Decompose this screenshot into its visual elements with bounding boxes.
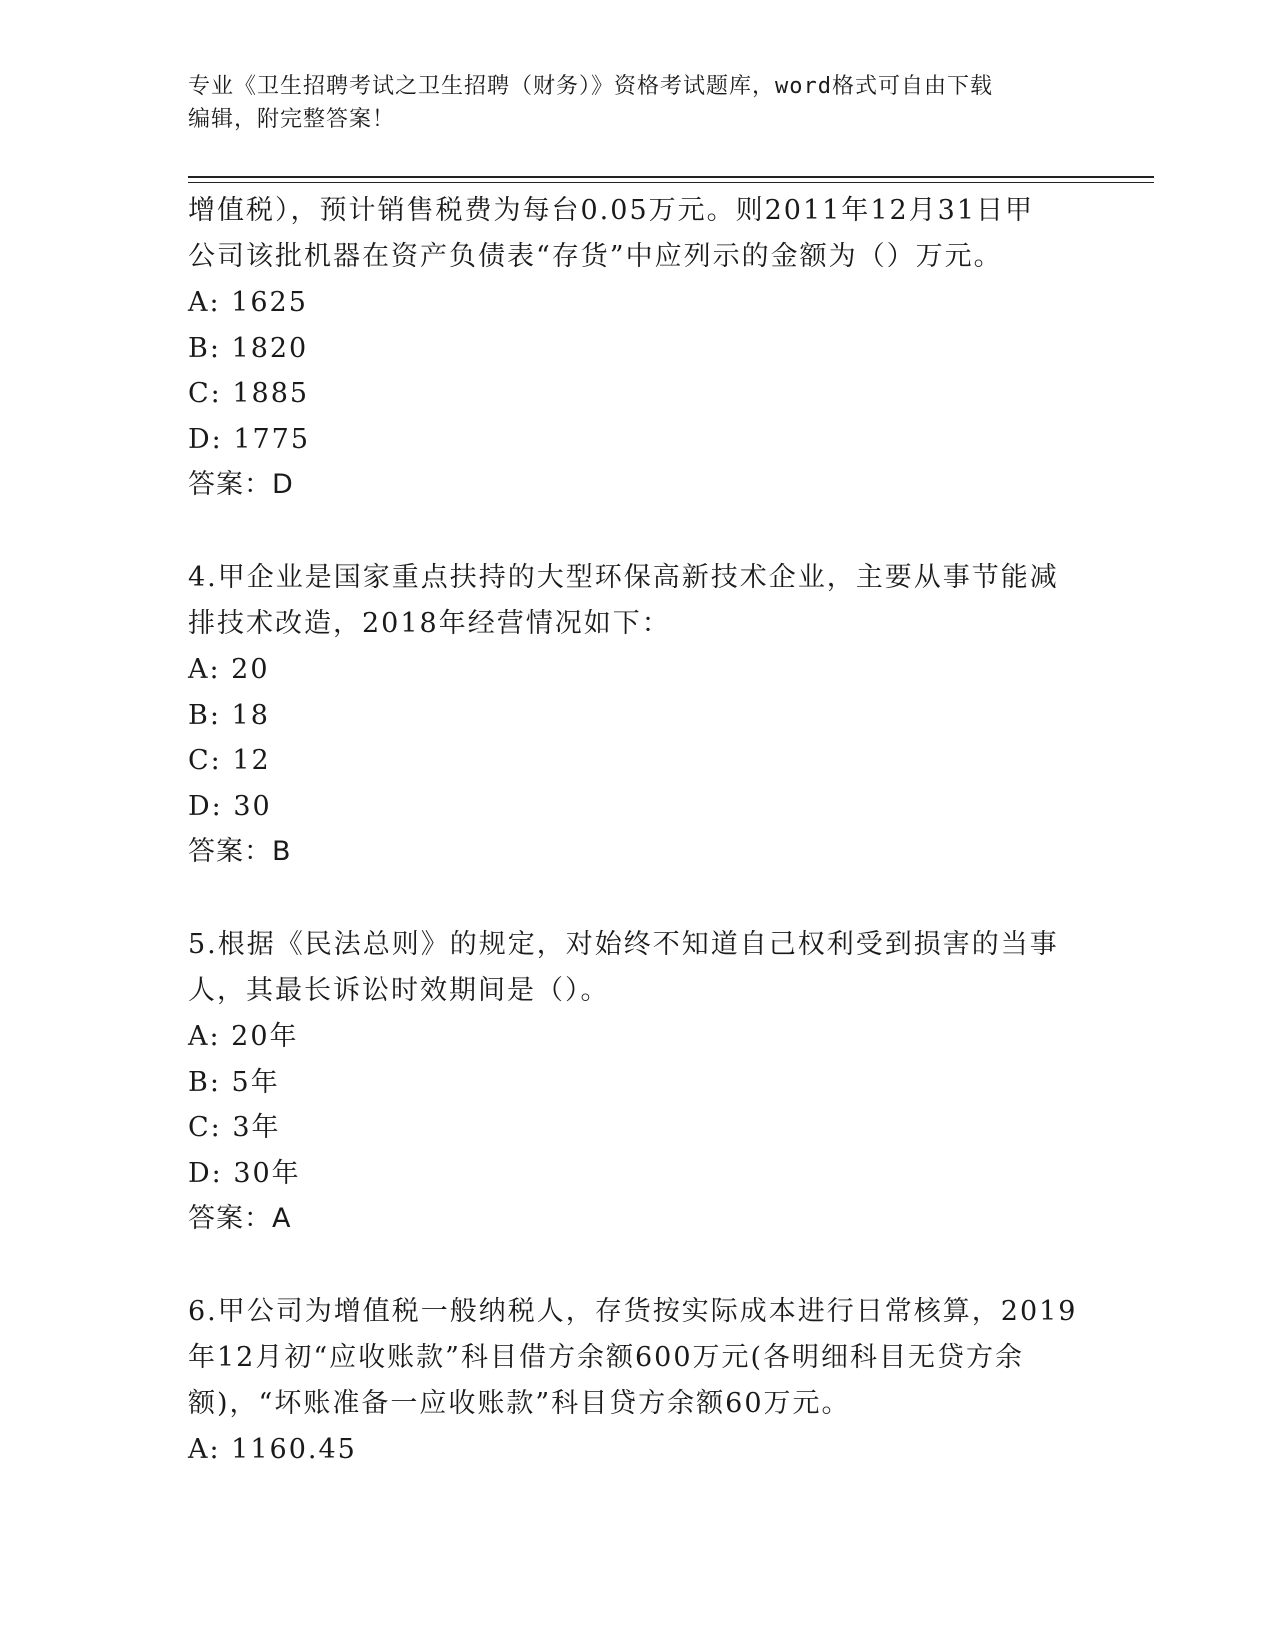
question-5	[188, 922, 1088, 1242]
header-line-2: 编辑，附完整答案！	[188, 107, 396, 132]
option-a: A: 1625	[188, 287, 308, 318]
option-d: D: 1775	[188, 423, 311, 455]
header-divider-thin	[188, 182, 1154, 183]
question-text-line: 增值税），预计销售税费为每台0.05万元。则2011年12月31日甲	[188, 195, 1035, 226]
question-text-line: 人，其最长诉讼时效期间是（）。	[188, 975, 610, 1006]
question-3	[188, 188, 1088, 508]
option-d: D: 30	[188, 790, 272, 822]
question-4	[188, 555, 1088, 875]
question-text-line: 4.甲企业是国家重点扶持的大型环保高新技术企业，主要从事节能减	[188, 562, 1059, 593]
question-text-line: 5.根据《民法总则》的规定，对始终不知道自己权利受到损害的当事	[188, 929, 1059, 960]
question-text-line: 公司该批机器在资产负债表“存货”中应列示的金额为（）万元。	[188, 241, 1003, 272]
header-line-1: 专业《卫生招聘考试之卫生招聘（财务）》资格考试题库，word格式可自由下载	[188, 74, 993, 99]
answer: 答案：D	[188, 469, 294, 500]
question-list	[188, 188, 1088, 1473]
option-b: B: 1820	[188, 332, 309, 364]
option-d: D: 30年	[188, 1157, 301, 1189]
option-a: A: 20	[188, 654, 270, 685]
question-text-line: 年12月初“应收账款”科目借方余额600万元(各明细科目无贷方余	[188, 1342, 1025, 1373]
option-a: A: 1160.45	[188, 1434, 357, 1465]
header-divider-thick	[188, 176, 1154, 178]
option-c: C: 1885	[188, 378, 310, 409]
document-header	[188, 70, 1088, 136]
option-b: B: 18	[188, 699, 270, 731]
question-6	[188, 1289, 1088, 1473]
option-b: B: 5年	[188, 1066, 280, 1098]
option-a: A: 20年	[188, 1021, 299, 1052]
option-c: C: 12	[188, 745, 271, 776]
answer: 答案：A	[188, 1203, 292, 1234]
question-text-line: 6.甲公司为增值税一般纳税人，存货按实际成本进行日常核算，2019	[188, 1296, 1078, 1327]
question-text-line: 排技术改造，2018年经营情况如下：	[188, 608, 671, 639]
option-c: C: 3年	[188, 1112, 281, 1143]
answer: 答案：B	[188, 836, 292, 867]
question-text-line: 额)，“坏账准备一应收账款”科目贷方余额60万元。	[188, 1388, 851, 1419]
